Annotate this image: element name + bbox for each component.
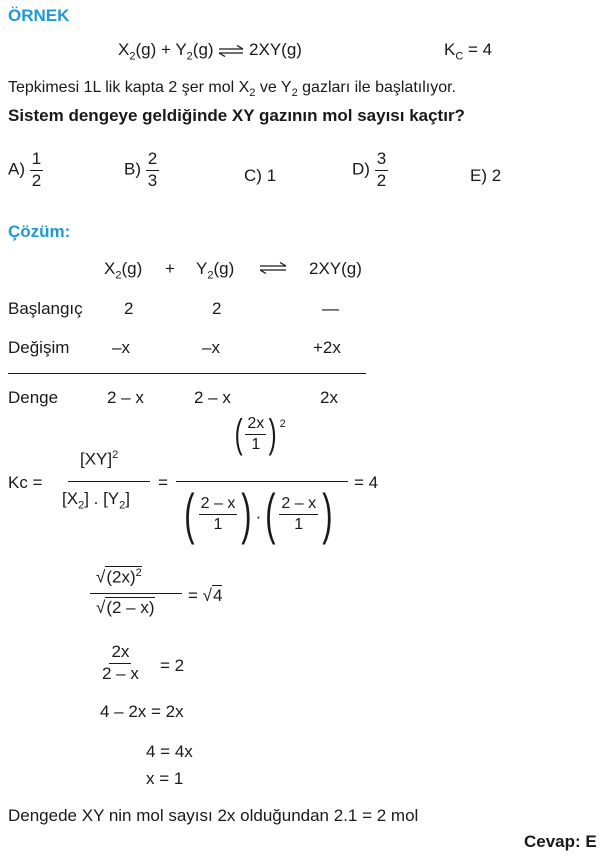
sqrt-icon: √ bbox=[96, 598, 106, 617]
option-a bbox=[8, 150, 43, 190]
fraction bbox=[199, 495, 238, 533]
denominator: 1 bbox=[251, 435, 261, 453]
fraction bbox=[245, 415, 266, 453]
numerator: 3 bbox=[375, 150, 388, 171]
question-text: Tepkimesi 1L lik kapta 2 şer mol X bbox=[8, 79, 250, 96]
fraction bbox=[30, 150, 43, 190]
phase-label: (g) bbox=[192, 40, 214, 59]
row-change-xy: +2x bbox=[313, 338, 341, 357]
sqrt-numerator bbox=[96, 566, 142, 588]
multiply-dot: . bbox=[256, 503, 261, 523]
row-label-equilibrium: Denge bbox=[8, 388, 59, 407]
option-value: 1 bbox=[266, 166, 277, 185]
row-change-x: –x bbox=[112, 338, 130, 357]
option-value: 2 bbox=[491, 166, 502, 185]
sqrt-result bbox=[188, 585, 222, 606]
kc-top-term bbox=[232, 414, 286, 454]
superscript: 2 bbox=[279, 418, 286, 430]
subscript: 2 bbox=[249, 87, 256, 100]
fraction-bar bbox=[90, 593, 182, 594]
sqrt-icon: √ bbox=[96, 567, 106, 587]
numerator: 2 bbox=[146, 150, 159, 171]
step3: 4 – 2x = 2x bbox=[100, 702, 184, 721]
radicand: (2 – x) bbox=[106, 598, 155, 617]
reactant-y: + Y bbox=[160, 40, 187, 59]
x-concentration: [X bbox=[62, 489, 79, 508]
kc-denominator bbox=[62, 489, 130, 511]
superscript: 2 bbox=[135, 567, 142, 579]
y-concentration: ] . [Y bbox=[84, 489, 120, 508]
y-label: Y bbox=[196, 259, 208, 278]
row-initial-x: 2 bbox=[124, 299, 134, 318]
step5: x = 1 bbox=[146, 769, 184, 788]
equals-sign: = bbox=[158, 473, 168, 492]
sqrt-denominator bbox=[96, 597, 155, 618]
question-line-2: Sistem dengeye geldiğinde XY gazının mol sayısı kaçtır? bbox=[8, 106, 465, 125]
bracket: ] bbox=[125, 489, 131, 508]
xy-concentration: [XY] bbox=[80, 449, 113, 469]
example-heading: ÖRNEK bbox=[8, 6, 70, 25]
option-letter: B) bbox=[124, 159, 141, 179]
denominator: 1 bbox=[294, 515, 304, 533]
option-c bbox=[244, 166, 276, 186]
right-paren: ) bbox=[268, 412, 277, 456]
equilibrium-arrow-icon bbox=[218, 45, 244, 57]
sqrt-icon: √ bbox=[202, 586, 212, 605]
right-paren: ) bbox=[322, 482, 333, 545]
option-letter: E) bbox=[470, 166, 487, 185]
fraction bbox=[279, 495, 318, 533]
question-text: gazları ile başlatılıyor. bbox=[297, 79, 456, 96]
answer: Cevap: E bbox=[524, 832, 597, 851]
table-header-x2 bbox=[104, 259, 142, 281]
table-header-xy: 2XY(g) bbox=[309, 259, 362, 278]
reactant-x: X bbox=[118, 40, 130, 59]
row-equilibrium-y: 2 – x bbox=[194, 388, 231, 407]
numerator: 2 – x bbox=[199, 495, 238, 515]
option-letter: D) bbox=[352, 159, 370, 179]
row-equilibrium-x: 2 – x bbox=[107, 388, 144, 407]
question-text: ve Y bbox=[255, 79, 292, 96]
kc-numerator bbox=[80, 449, 118, 470]
radicand: 4 bbox=[213, 586, 223, 605]
table-header-y2 bbox=[196, 259, 234, 281]
option-d bbox=[352, 150, 388, 190]
row-change-y: –x bbox=[202, 338, 220, 357]
row-label-change: Değişim bbox=[8, 338, 70, 357]
step2-result: = 2 bbox=[160, 656, 185, 675]
subscript: 2 bbox=[129, 50, 136, 63]
subscript: 2 bbox=[291, 87, 298, 100]
x-label: X bbox=[104, 259, 116, 278]
subscript: 2 bbox=[207, 269, 214, 282]
radicand-text: (2x) bbox=[106, 567, 136, 587]
right-paren: ) bbox=[241, 482, 252, 545]
kc-value: = 4 bbox=[468, 40, 493, 59]
numerator: 2x bbox=[245, 415, 266, 435]
row-initial-y: 2 bbox=[212, 299, 222, 318]
kc-subscript: C bbox=[455, 50, 464, 63]
kc-label: K bbox=[444, 40, 456, 59]
step4: 4 = 4x bbox=[146, 742, 193, 761]
table-header-plus: + bbox=[165, 259, 175, 278]
option-b bbox=[124, 150, 159, 190]
numerator: 2 – x bbox=[279, 495, 318, 515]
equals-sign: = bbox=[188, 586, 203, 605]
phase-label: (g) bbox=[121, 259, 143, 278]
left-paren: ( bbox=[264, 482, 276, 545]
row-label-initial: Başlangıç bbox=[8, 299, 83, 318]
denominator: 1 bbox=[213, 515, 223, 533]
kc-bottom-term bbox=[180, 482, 337, 545]
row-initial-xy: — bbox=[322, 299, 339, 318]
reaction-equation bbox=[118, 40, 302, 62]
left-paren: ( bbox=[234, 412, 243, 456]
denominator: 2 bbox=[31, 170, 42, 190]
option-e bbox=[470, 166, 501, 186]
phase-label: (g) bbox=[213, 259, 235, 278]
denominator: 2 bbox=[376, 170, 387, 190]
step2-fraction bbox=[100, 643, 141, 683]
question-line-1 bbox=[8, 79, 456, 99]
fraction bbox=[100, 643, 141, 683]
subscript: 2 bbox=[119, 499, 126, 512]
fraction bbox=[375, 150, 388, 190]
kc-given bbox=[444, 40, 492, 62]
denominator: 3 bbox=[147, 170, 158, 190]
conclusion: Dengede XY nin mol sayısı 2x olduğundan 2.1 = 2 mol bbox=[8, 806, 419, 825]
phase-label: (g) bbox=[135, 40, 157, 59]
kc-symbol: Kc = bbox=[8, 473, 43, 492]
denominator: 2 – x bbox=[102, 663, 139, 683]
product-xy: 2XY(g) bbox=[249, 40, 302, 59]
equilibrium-arrow-icon bbox=[259, 262, 287, 274]
superscript: 2 bbox=[112, 449, 119, 461]
option-letter: C) bbox=[244, 166, 262, 185]
solution-heading: Çözüm: bbox=[8, 222, 71, 241]
subscript: 2 bbox=[78, 499, 85, 512]
subscript: 2 bbox=[186, 50, 193, 63]
subscript: 2 bbox=[115, 269, 122, 282]
numerator: 2x bbox=[109, 643, 131, 664]
row-equilibrium-xy: 2x bbox=[320, 388, 338, 407]
option-letter: A) bbox=[8, 159, 25, 179]
radicand bbox=[105, 566, 141, 587]
left-paren: ( bbox=[184, 482, 195, 545]
numerator: 1 bbox=[30, 150, 43, 171]
fraction-bar bbox=[68, 481, 150, 482]
table-divider bbox=[8, 373, 366, 374]
fraction bbox=[146, 150, 159, 190]
kc-result: = 4 bbox=[354, 473, 379, 492]
